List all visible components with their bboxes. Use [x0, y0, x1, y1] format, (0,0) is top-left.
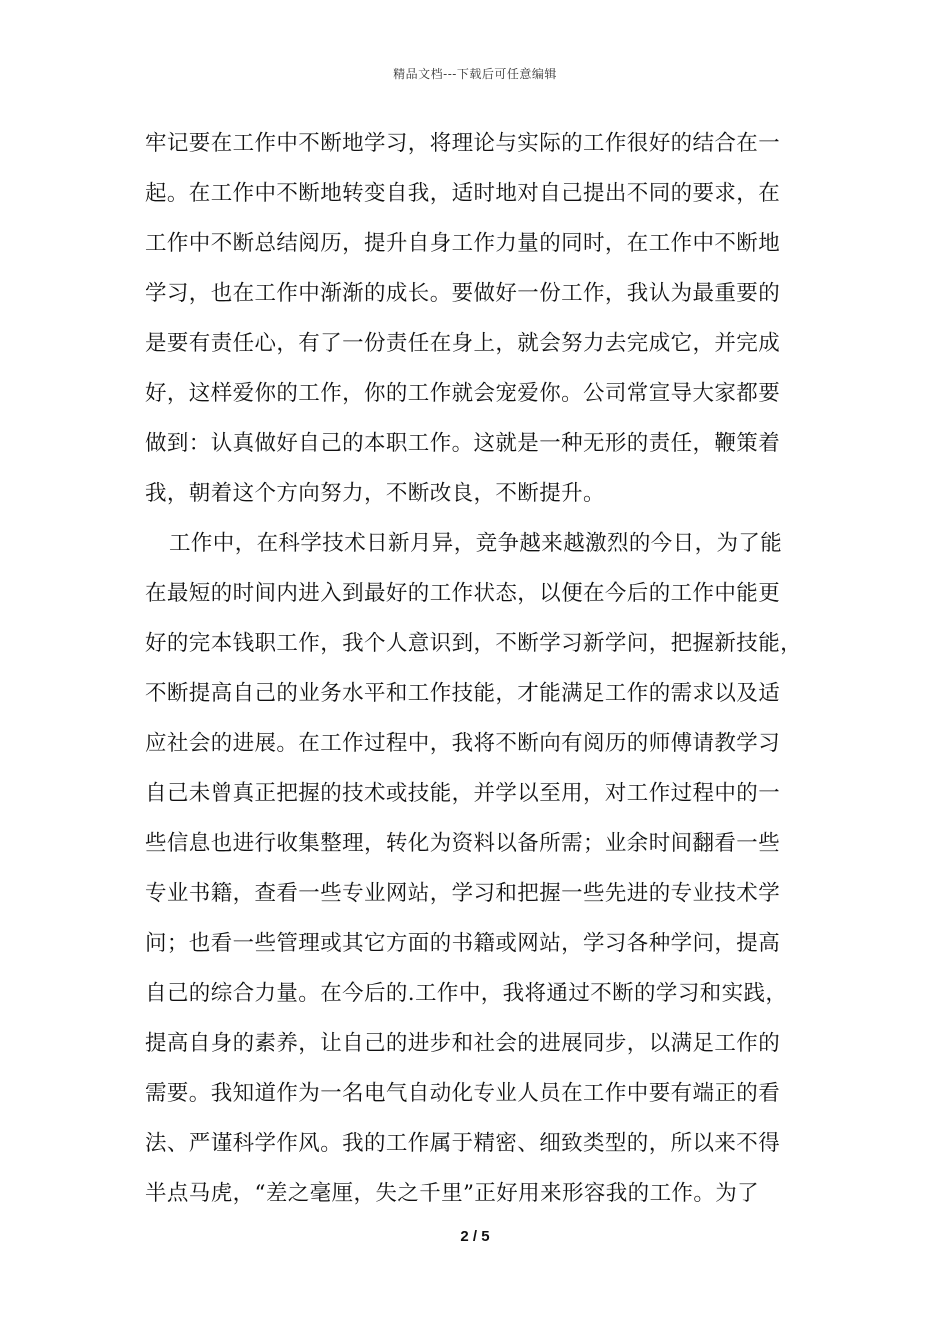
text-line: 是要有责任心，有了一份责任在身上，就会努力去完成它，并完成: [145, 331, 781, 356]
text-line: 法、严谨科学作风。我的工作属于精密、细致类型的，所以来不得: [145, 1131, 781, 1156]
text-line: 做到：认真做好自己的本职工作。这就是一种无形的责任，鞭策着: [145, 431, 781, 456]
text-line: 自己的综合力量。在今后的.工作中，我将通过不断的学习和实践，: [145, 981, 788, 1006]
text-line: 专业书籍，查看一些专业网站，学习和把握一些先进的专业技术学: [145, 881, 781, 906]
text-line: 提高自身的素养，让自己的进步和社会的进展同步，以满足工作的: [145, 1031, 781, 1056]
text-line: 牢记要在工作中不断地学习，将理论与实际的工作很好的结合在一: [145, 131, 781, 156]
page-number: 2 / 5: [460, 1228, 490, 1245]
body-text: [145, 124, 825, 1224]
text-line: 好，这样爱你的工作，你的工作就会宠爱你。公司常宣导大家都要: [145, 381, 781, 406]
text-line: 在最短的时间内进入到最好的工作状态，以便在今后的工作中能更: [145, 581, 781, 606]
page-header: 精品文档---下载后可任意编辑: [393, 67, 557, 81]
text-line: 好的完本钱职工作，我个人意识到，不断学习新学问，把握新技能，: [145, 631, 803, 656]
text-line: 不断提高自己的业务水平和工作技能，才能满足工作的需求以及适: [145, 681, 781, 706]
text-line: 我，朝着这个方向努力，不断改良，不断提升。: [145, 481, 605, 506]
text-line: 应社会的进展。在工作过程中，我将不断向有阅历的师傅请教学习: [145, 731, 781, 756]
text-line: 自己未曾真正把握的技术或技能，并学以至用，对工作过程中的一: [145, 781, 781, 806]
text-line: 问；也看一些管理或其它方面的书籍或网站，学习各种学问，提高: [145, 931, 781, 956]
text-line: 起。在工作中不断地转变自我，适时地对自己提出不同的要求，在: [145, 181, 781, 206]
text-line: 学习，也在工作中渐渐的成长。要做好一份工作，我认为最重要的: [145, 281, 781, 306]
text-line: 需要。我知道作为一名电气自动化专业人员在工作中要有端正的看: [145, 1081, 781, 1106]
text-line: 些信息也进行收集整理，转化为资料以备所需；业余时间翻看一些: [145, 831, 781, 856]
text-line: 半点马虎，“差之毫厘，失之千里”正好用来形容我的工作。为了: [145, 1181, 760, 1206]
text-line: 工作中不断总结阅历，提升自身工作力量的同时，在工作中不断地: [145, 231, 781, 256]
paragraph-start-line: 工作中，在科学技术日新月异，竞争越来越激烈的今日，为了能: [169, 531, 783, 556]
